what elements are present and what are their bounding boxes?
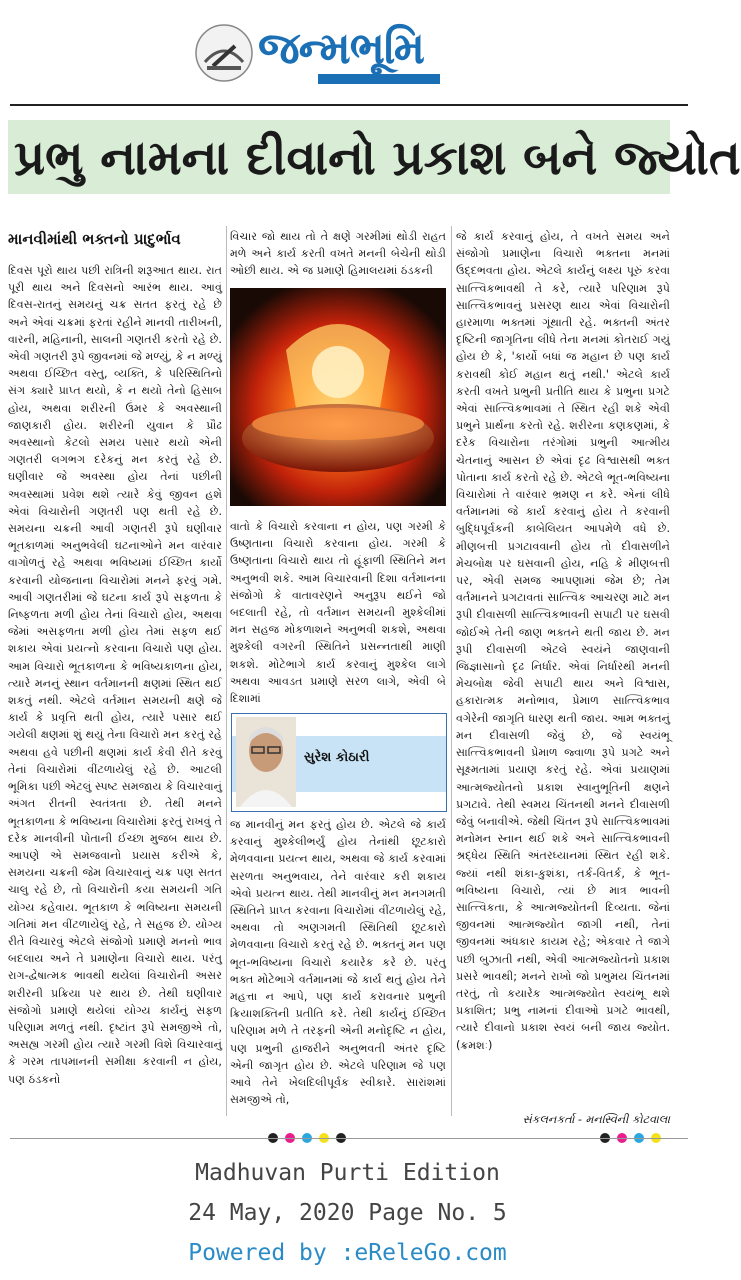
- powered-by-link[interactable]: Powered by :eReleGo.com: [188, 1240, 507, 1266]
- edition-name: Madhuvan Purti Edition: [195, 1160, 500, 1186]
- diya-lamp-photo: [230, 288, 446, 506]
- masthead: [0, 0, 695, 100]
- masthead-tagline-bar: [318, 74, 440, 84]
- column-divider: [226, 226, 227, 1116]
- edition-date-page: 24 May, 2020 Page No. 5: [188, 1200, 507, 1226]
- article-subhead: માનવીમાંથી ભક્તનો પ્રાદુર્ભાવ: [8, 230, 181, 248]
- edition-caption: [0, 1148, 695, 1280]
- article-column-2-middle: વાતો કે વિચારો કરવાના ન હોય, પણ ગરમી કે ઉષ્ણતાના વિચારો કરવાના હોય. ગરમી કે ઉષ્ણતાના વિચારો થાય તો હૂંફાળી સ્થિતિને મન અનુભવી શકે. આમ વિચારવાની દિશા વર્તમાનના સંજોગો કે વાતાવરણને અનુરૂપ થઈને જો બદલાતી રહે, તો વર્તમાન સમયની મુશ્કેલીમાં મન સહજ મોકળાશને અનુભવી શકશે, અથવા મુશ્કેલી વગરની સ્થિતિને પ્રસન્નતાથી માણી શકશે. મોટેભાગે કાર્ય કરવાનું મુશ્કેલ લાગે અથવા આવડત પ્રમાણે સરળ લાગે, એવી બે દિશામાં: [230, 520, 446, 706]
- footer-rule: [10, 1138, 688, 1139]
- page-headline: પ્રભુ નામના દીવાનો પ્રકાશ બને જ્યોત: [14, 130, 741, 186]
- masthead-rule: [10, 104, 688, 106]
- article-column-3: જે કાર્ય કરવાનું હોય, તે વખતે સમય અને સંજોગો પ્રમાણેના વિચારો ભક્તના મનમાં ઉદ્દભવતા હોય. એટલે કાર્યનું લક્ષ્ય પૂરું કરવા સાત્ત્વિકભાવથી તે કરે, ત્યારે પરિણામ રૂપે સાત્ત્વિકભાવનું પ્રસરણ થાય એવાં વિચારોની હારમાળા ભક્તમાં ગૂંથાતી રહે. ભક્તની અંતર દૃષ્ટિની જાગૃતિના લીધે તેના મનમાં કોતરાઈ ગયું હોય છે કે, 'કાર્યો બધાં જ મહાન છે પણ કાર્ય કરાવથી કોઈ મહાન થતું નથી.' એટલે કાર્ય કરતી વખતે પ્રભુની પ્રતીતિ થાય કે પ્રભુના પ્રગટે એવાં સાત્ત્વિકભાવમાં તે સ્થિત રહી શકે એવી પ્રભુને પ્રાર્થના કરતો રહે. શરીરના કણકણમાં, કે દરેક વિચારોના તરંગોમાં પ્રભુની આત્મીય ચેતનાનું આસન છે એવાં દૃઢ વિશ્વાસથી ભક્ત પોતાના કાર્ય કરતો રહે છે. એટલે ભૂત-ભવિષ્યના વિચારોમાં તે વારંવાર ભ્રમણ ન કરે. એનાં લીધે વર્તમાનમાં જે કાર્ય કરવાનું હોય તે કરવાની બુદ્ધિપૂર્વકની કાબેલિયત આપમેળે વધે છે. મીણબત્તી પ્રગટાવવાની હોય તો દીવાસળીને મેચબોક્ષ પર ઘસવાની હોય, નહિ કે મીણબત્તી પર, એવી સમજ આપણામાં જેમ છે; તેમ વર્તમાનને પ્રગટાવતાં સાત્ત્વિક આચરણ માટે મન રૂપી દીવાસળી સાત્ત્વિકભાવની સપાટી પર ઘસવી જોઈએ તેની જાણ ભક્તને થતી જાય છે. મન રૂપી દીવાસળી એટલે સ્વયંને જાણવાની જિજ્ઞાસાનો દૃઢ નિર્ધાર. એવાં નિર્ધારથી મનની મેચબોક્ષ જેવી સપાટી થાય અને વિશ્વાસ, હકારાત્મક મનોભાવ, પ્રેમાળ સાત્ત્વિકભાવ વગેરેની જાગૃતિ ધારણ થતી જાય. આમ ભક્તનું મન દીવાસળી જેવું છે, જે સ્વયંભૂ સાત્ત્વિકભાવની પ્રેમાળ જ્વાળા રૂપે પ્રગટે અને સૂક્ષ્મતામાં પ્રયાણ કરતું રહે. એવાં પ્રયાણમાં આત્મજ્યોતનો પ્રકાશ સ્વાનુભૂતિની ક્ષણને પ્રગટાવે. તેથી સ્વમય ચિંતનથી મનને દીવાસળી જેવું બનાવીએ. જેથી ચિંતન રૂપે સાત્ત્વિકભાવમાં મનોમન સ્નાન થઈ શકે અને સાત્ત્વિકભાવની શ્રદ્ધેય સ્થિતિ અંતરધ્યાનમાં સ્થિત રહી શકે. જ્યાં નથી શંકા-કુશંકા, તર્ક-વિતર્ક, કે ભૂત-ભવિષ્યના વિચારો, ત્યાં છે માત્ર ભાવની સાત્ત્વિકતા, કે આત્મજ્યોતની દિવ્યતા. જેનાં જીવનમાં આત્મજ્યોત જાગી નથી, તેનાં જીવનમાં અંધકાર કાયમ રહે; એકવાર તે જાગે પછી બુઝાતી નથી, એવી આત્મજ્યોતનો પ્રકાશ પ્રસરે ભાવથી; મનને રાખો જો પ્રભુમય ચિંતનમાં તરતું, તો કયારેક આત્મજ્યોત સ્વયંભૂ થશે પ્રકાશિત; પ્રભુ નામનાં દીવાઓ પ્રગટે ભાવથી, ત્યારે દીવાનો પ્રકાશ સ્વયં બની જાય જ્યોત. (ક્રમશઃ): [456, 230, 670, 1052]
- masthead-title: જન્મભૂમિ: [258, 23, 424, 74]
- compiler-credit: સંકલનકર્તા - મનસ્વિની કોટવાલા: [522, 1113, 670, 1126]
- author-portrait: [236, 717, 296, 807]
- column-divider: [451, 226, 452, 1116]
- article-column-2-bottom: જ માનવીનું મન ફરતું હોય છે. એટલે જે કાર્ય કરવાનું મુશ્કેલીભર્યું હોય તેનાંથી છૂટકારો મેળવવાના પ્રયત્ન થાય, અથવા જે કાર્ય કરવામાં સરળતા અનુભવાય, તેને વારંવાર કરી શકાય એવો પ્રયત્ન થાય. તેથી માનવીનું મન મનગમતી સ્થિતિને પ્રાપ્ત કરવાના વિચારોમાં વીંટળાયેલું રહે, અથવા તો અણગમતી સ્થિતિથી છૂટકારો મેળવવાના વિચારો કરતું રહે છે. ભક્તનું મન પણ ભૂત-ભવિષ્યના વિચારો કયારેક કરે છે. પરંતુ ભક્ત મોટેભાગે વર્તમાનમાં જે કાર્ય થતું હોય તેને મહત્તા ન આપે, પણ કાર્ય કરાવનાર પ્રભુની ક્રિયાશક્તિની પ્રતીતિ કરે. તેથી કાર્યનું ઈચ્છિત પરિણામ મળે તે તરફની એની મનોદૃષ્ટિ ન હોય, પણ પ્રભુની હાજરીને અનુભવતી અંતર દૃષ્ટિ એની જાગૃત હોય છે. એટલે પરિણામ જે પણ આવે તેને ખેલદિલીપૂર્વક સ્વીકારે. સારાંશમાં સમજીએ તો,: [230, 818, 446, 1107]
- article-column-2-top: વિચાર જો થાય તો તે ક્ષણે ગરમીમાં થોડી રાહત મળે અને કાર્ય કરતી વખતે મનની બેચેની થોડી ઓછી થાય. એ જ પ્રમાણે હિમાલયમાં ઠંડકની: [230, 230, 446, 278]
- author-name: સુરેશ કોઠારી: [304, 750, 370, 765]
- author-byline-box: [231, 713, 447, 812]
- article-column-1: દિવસ પૂરો થાય પછી રાત્રિની શરૂઆત થાય. રાત પૂરી થાય અને દિવસનો આરંભ થાય. આવું દિવસ-રાતનું સમયનું ચક્ર સતત ફરતું રહે છે અને એવાં ચક્રમાં ફરતાં રહીને માનવી તારીખની, વારની, મહિનાની, સાલની ગણતરી કરતો રહે છે. એવી ગણતરી રૂપે જીવનમાં જે મળ્યું, કે ન મળ્યું અથવા ઈચ્છિત વસ્તુ, વ્યક્તિ, કે પરિસ્થિતિનો સંગ ક્યારે પ્રાપ્ત થયો, કે ન થયો તેનો હિસાબ હોય, અથવા શરીરની ઉંમર કે અવસ્થાની જાણકારી હોય. શરીરની યુવાન કે પ્રૌઢ અવસ્થાનો કેટલો સમય પસાર થયો એની ગણતરી લગભગ દરેકનું મન કરતું રહે છે. ઘણીવાર જે અવસ્થા હોય તેનાં પછીની અવસ્થામાં પ્રવેશ થશે ત્યારે કેવું જીવન હશે એવાં વિચારોની ગણતરી પણ થતી રહે છે. સમયના ચક્રની આવી ગણતરી રૂપે ઘણીવાર ભૂતકાળમાં અનુભવેલી ઘટનાઓને મન વારંવાર વાગોળતું રહે અથવા ભવિષ્યમાં ઈચ્છિત કાર્યો કરવાની યોજનાના વિચારોમાં મનને ફરવું ગમે. આવી ગણતરીમાં જે ઘટના કાર્ય રૂપે સફળતા કે નિષ્ફળતા મળી હોય તેનાં વિચારો હોય, અથવા જેમાં અસફળતા મળી હોય તેમાં સફળ થઈ શકાય એવાં પ્રયત્નો કરવાના વિચારો પણ હોય. આમ વિચારો ભૂતકાળના કે ભવિષ્યકાળના હોય, ત્યારે મનનું સ્થાન વર્તમાનની ક્ષણમાં સ્થિત થઈ શકતું નથી. એટલે વર્તમાન સમયની ક્ષણે જે કાર્ય કે પ્રવૃત્તિ થતી હોય, ત્યારે પસાર થઈ ગયેલી ક્ષણમાં શું થયું તેના વિચારો મન કરતું રહે અથવા હવે પછીની ક્ષણમાં કાર્ય કેવી રીતે કરવું તેનાં વિચારોમાં વીંટળાયેલું રહે છે. આટલી ભૂમિકા પછી એટલું સ્પષ્ટ સમજાય કે વિચારવાનું અંગત રીતની સ્વતંત્રતા છે. તેથી મનને ભૂતકાળના કે ભવિષ્યના વિચારોમાં ફરતું રાખવું તે દરેક માનવીની પોતાની ઈચ્છા મુજબ થાય છે. આપણે એ સમજવાનો પ્રયાસ કરીએ કે, સમયના ચક્રની જેમ વિચારવાનું ચક્ર પણ સતત ચાલુ રહે છે, તો વિચારોની કયા સમયની ગતિ યોગ્ય કહેવાય. ભૂતકાળ કે ભવિષ્યના સમયની ગતિમાં મન વીંટળાયેલું રહે, તે સહજ છે. યોગ્ય રીતે વિચારવું એટલે સંજોગો પ્રમાણે મનનો ભાવ બદલાય અને તે પ્રમાણેના વિચારો થાય. પરંતુ રાગ-દ્વેષાત્મક ભાવથી થયેલાં વિચારોની અસર શરીરની પ્રક્રિયા પર થાય છે. તેથી ઘણીવાર સંજોગો પ્રમાણે થયેલાં યોગ્ય કાર્યનું સફળ પરિણામ મળતું નથી. દૃષ્ટાંત રૂપે સમજીએ તો, અસહ્ય ગરમી હોય ત્યારે ગરમી વિશે વિચારવાનું કે ગરમ તાપમાનની સમીક્ષા કરવાની ન હોય, પણ ઠંડકનો: [8, 264, 222, 1086]
- janmabhoomi-logo-icon: [193, 22, 255, 84]
